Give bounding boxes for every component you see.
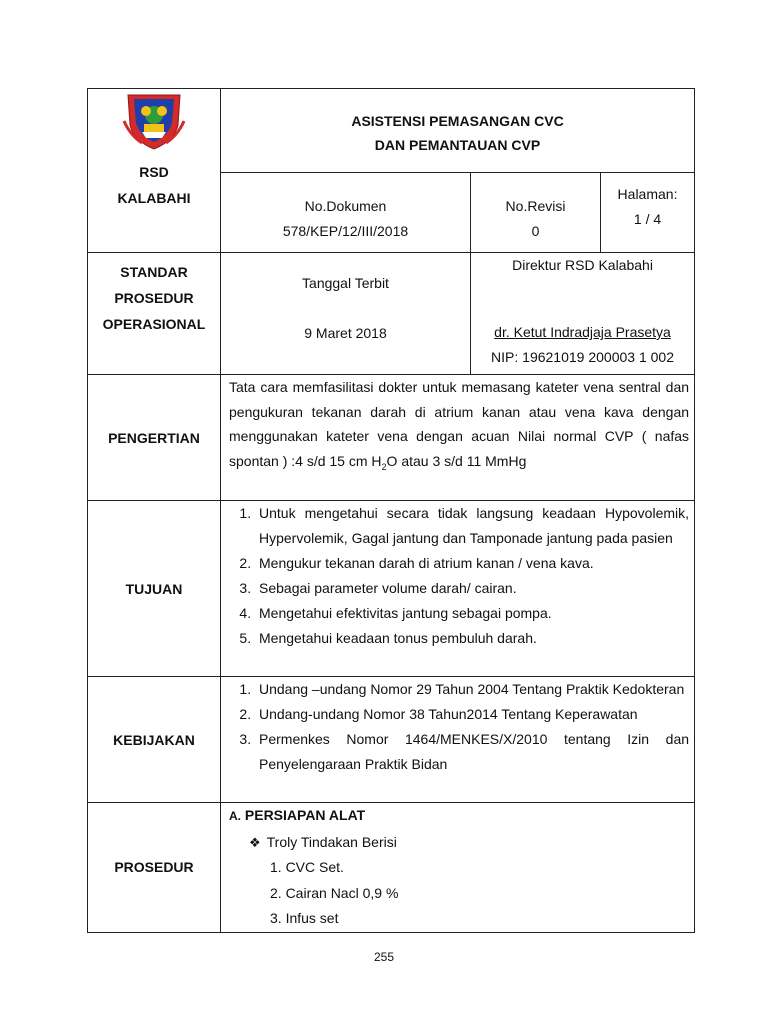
- list-item: 2. Mengukur tekanan darah di atrium kanan / vena kava.: [255, 551, 689, 576]
- tujuan-label: TUJUAN: [88, 501, 221, 677]
- sop-label-line1: STANDAR: [120, 264, 188, 280]
- revision-cell: [471, 173, 601, 253]
- list-item: 2. Cairan Nacl 0,9 %: [270, 884, 399, 901]
- section-title: PERSIAPAN ALAT: [244, 807, 366, 823]
- page-number: 255: [373, 950, 395, 964]
- tujuan-content: [221, 501, 695, 677]
- list-item: 4. Mengetahui efektivitas jantung sebagai pompa.: [255, 601, 689, 626]
- pengertian-text-part1: Tata cara memfasilitasi dokter untuk memasang kateter vena sentral dan pengukuran tekanan darah di atrium kanan atau vena kava dengan menggunakan kateter vena dengan acuan Nilai normal CVP ( nafas spontan ) :4 s/d 15 cm H: [229, 379, 690, 469]
- pengertian-label: PENGERTIAN: [88, 375, 221, 501]
- list-item: 1. Untuk mengetahui secara tidak langsung keadaan Hypovolemik, Hypervolemik, Gagal jantung dan Tamponade jantung pada pasien: [255, 501, 689, 551]
- hospital-cell: [88, 89, 221, 253]
- hospital-logo: [122, 91, 186, 151]
- director-title: Direktur RSD Kalabahi: [512, 257, 653, 273]
- page-label: Halaman:: [617, 186, 678, 202]
- doc-number-label: No.Dokumen: [304, 198, 387, 214]
- list-item: 5. Mengetahui keadaan tonus pembuluh darah.: [255, 626, 689, 651]
- list-item: 3. Infus set: [270, 910, 339, 926]
- pengertian-subscript: 2: [381, 461, 387, 472]
- list-item: 3. Permenkes Nomor 1464/MENKES/X/2010 tentang Izin dan Penyelengaraan Praktik Bidan: [255, 727, 689, 777]
- pengertian-text-part2: O atau 3 s/d 11 MmHg: [386, 452, 527, 469]
- issue-date-cell: [221, 253, 471, 375]
- doc-number-value: 578/KEP/12/III/2018: [282, 223, 409, 239]
- director-nip: NIP: 19621019 200003 1 002: [491, 349, 674, 365]
- hospital-name-line2: KALABAHI: [117, 190, 191, 206]
- diamond-bullet-icon: ❖: [249, 834, 261, 850]
- prosedur-label: PROSEDUR: [88, 803, 221, 933]
- group-title: Troly Tindakan Berisi: [266, 833, 397, 850]
- hospital-name-line1: RSD: [139, 164, 169, 180]
- sop-label-line3: OPERASIONAL: [102, 316, 206, 332]
- issue-date-label: Tanggal Terbit: [302, 275, 389, 291]
- list-item: 1. CVC Set.: [270, 859, 344, 875]
- sop-label-line2: PROSEDUR: [114, 290, 194, 306]
- sop-table: [87, 88, 695, 933]
- kebijakan-content: [221, 677, 695, 803]
- title-line2: DAN PEMANTAUAN CVP: [374, 137, 541, 153]
- prosedur-content: [221, 803, 695, 933]
- pengertian-text: [221, 375, 695, 501]
- prosedur-group: [229, 830, 689, 856]
- kebijakan-label: KEBIJAKAN: [88, 677, 221, 803]
- director-cell: [471, 253, 695, 375]
- kebijakan-list: [221, 677, 694, 777]
- prosedur-section-heading: [229, 803, 689, 830]
- section-letter: A.: [229, 809, 241, 823]
- revision-value: 0: [531, 223, 540, 239]
- document-title: [221, 89, 695, 173]
- revision-label: No.Revisi: [505, 198, 566, 214]
- list-item: 3. Sebagai parameter volume darah/ cairan.: [255, 576, 689, 601]
- tujuan-list: [221, 501, 694, 651]
- title-line1: ASISTENSI PEMASANGAN CVC: [351, 113, 564, 129]
- list-item: 1. Undang –undang Nomor 29 Tahun 2004 Tentang Praktik Kedokteran: [255, 677, 689, 702]
- page-value: 1 / 4: [633, 211, 662, 227]
- list-item: 2. Undang-undang Nomor 38 Tahun2014 Tentang Keperawatan: [255, 702, 689, 727]
- director-name: dr. Ketut Indradjaja Prasetya: [494, 324, 671, 340]
- regency-emblem-icon: [122, 91, 186, 151]
- page-cell: [601, 173, 695, 253]
- sop-label-cell: [88, 253, 221, 375]
- issue-date-value: 9 Maret 2018: [304, 325, 387, 341]
- doc-number-cell: [221, 173, 471, 253]
